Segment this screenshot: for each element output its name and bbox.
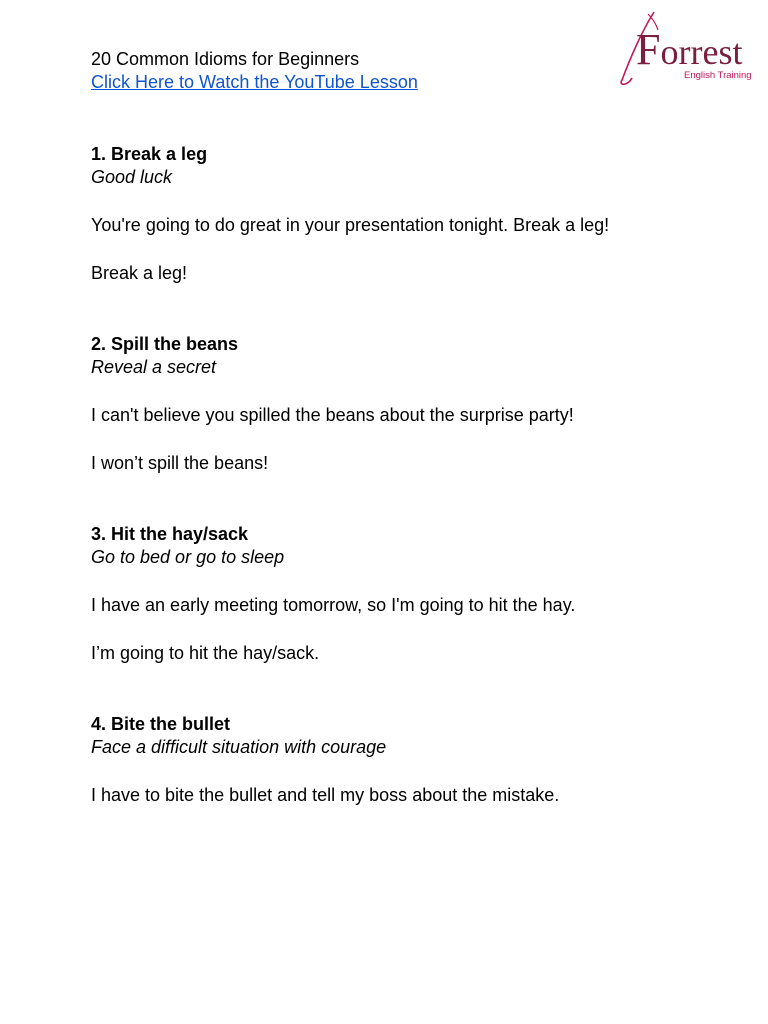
idiom-example: I’m going to hit the hay/sack. <box>91 643 320 663</box>
document-title: 20 Common Idioms for Beginners <box>91 49 360 69</box>
youtube-lesson-link[interactable]: Click Here to Watch the YouTube Lesson <box>91 72 418 92</box>
idiom-example: I have an early meeting tomorrow, so I'm going to hit the hay. <box>91 595 576 615</box>
idiom-heading: 2. Spill the beans <box>91 334 239 354</box>
idiom-3 <box>91 523 691 665</box>
idiom-heading: 1. Break a leg <box>91 144 208 164</box>
idiom-example: You're going to do great in your presentation tonight. Break a leg! <box>91 215 610 235</box>
idiom-example: I can't believe you spilled the beans about the surprise party! <box>91 405 574 425</box>
idiom-meaning: Good luck <box>91 167 173 187</box>
idiom-heading: 4. Bite the bullet <box>91 714 231 734</box>
document-body <box>91 48 691 807</box>
idiom-example: I won’t spill the beans! <box>91 453 269 473</box>
idiom-example: I have to bite the bullet and tell my boss about the mistake. <box>91 785 560 805</box>
idiom-meaning: Face a difficult situation with courage <box>91 737 387 757</box>
logo-tagline: English Training <box>684 70 752 81</box>
idiom-1 <box>91 143 691 285</box>
idiom-heading: 3. Hit the hay/sack <box>91 524 249 544</box>
idiom-2 <box>91 333 691 475</box>
idiom-example: Break a leg! <box>91 263 188 283</box>
logo-brand-rest: orrest <box>660 32 743 72</box>
logo-brand-initial: F <box>636 25 661 74</box>
idiom-4 <box>91 713 691 807</box>
idiom-meaning: Reveal a secret <box>91 357 217 377</box>
idiom-meaning: Go to bed or go to sleep <box>91 547 285 567</box>
